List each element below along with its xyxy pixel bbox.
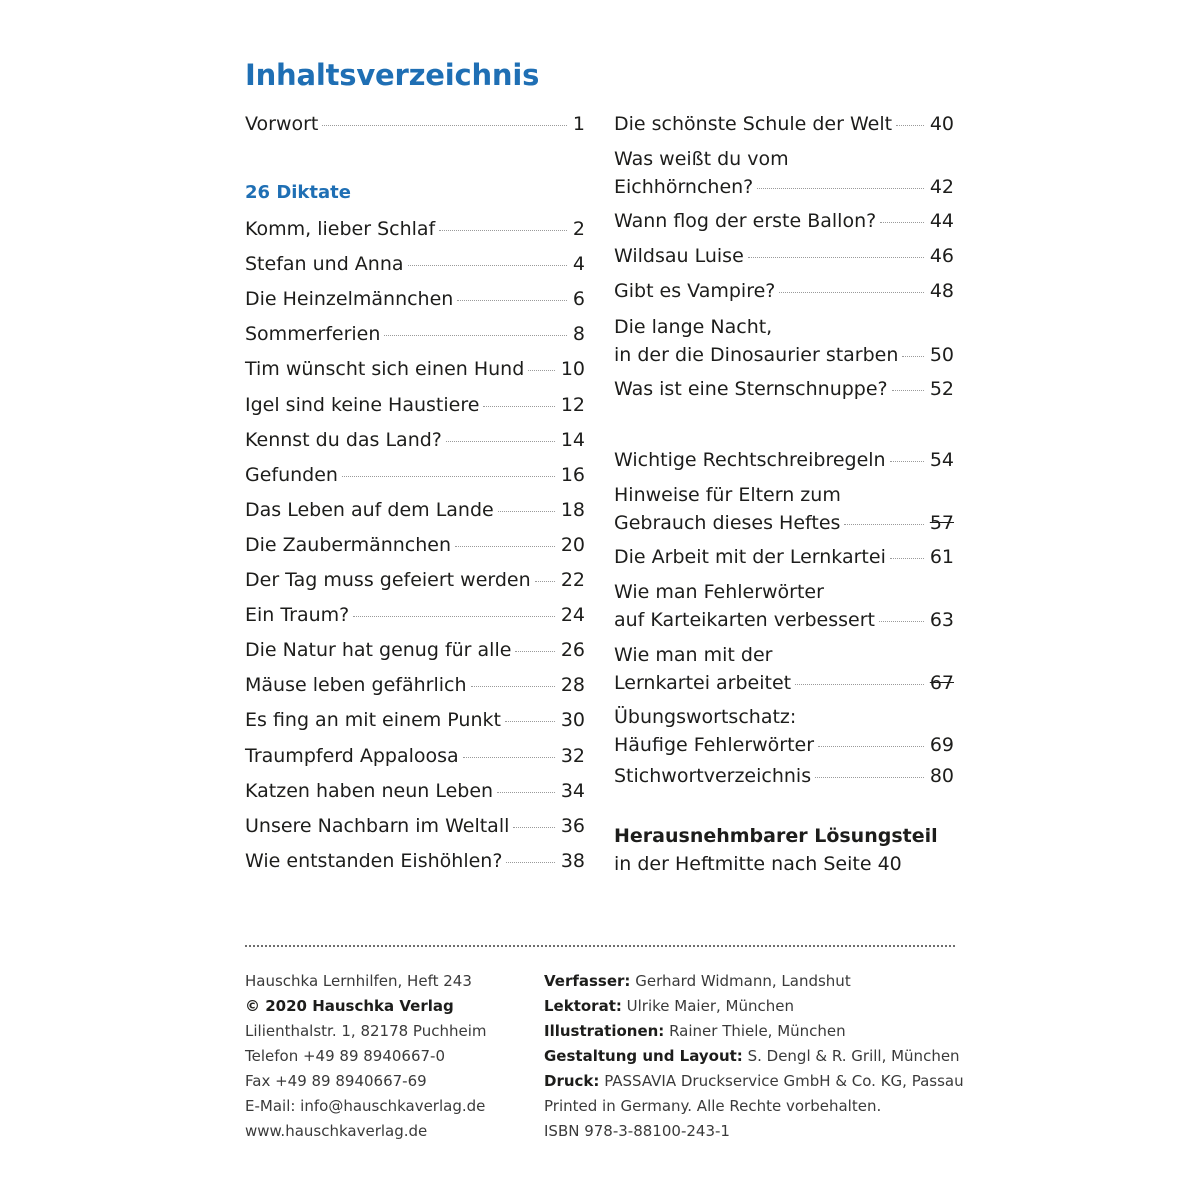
leader-dots (498, 511, 555, 512)
imprint-label: Druck: (544, 1072, 600, 1090)
toc-entry[interactable] (245, 671, 585, 699)
toc-entry-page: 6 (572, 288, 585, 311)
toc-entry-label-line1: Wie man mit der (614, 644, 773, 666)
toc-entry-page: 54 (929, 449, 954, 471)
leader-dots (471, 686, 555, 687)
toc-entry-page: 34 (560, 779, 585, 802)
toc-entry-page: 38 (560, 849, 585, 872)
imprint-line (544, 1044, 964, 1069)
toc-entry-label: Gefunden (245, 463, 338, 486)
toc-entry-page: 42 (929, 176, 954, 198)
toc-entry-label: Die Zaubermännchen (245, 533, 452, 556)
leader-dots (353, 616, 555, 617)
toc-entry-label: Wildsau Luise (614, 245, 744, 267)
toc-entry[interactable] (245, 812, 585, 840)
imprint-label: Verfasser: (544, 972, 631, 990)
toc-entry-page: 30 (560, 709, 585, 732)
toc-entry-label: Wie entstanden Eishöhlen? (245, 849, 503, 872)
leader-dots (515, 651, 554, 652)
leader-dots (890, 558, 924, 559)
imprint-value: Printed in Germany. Alle Rechte vorbehalten. (544, 1097, 882, 1115)
toc-entry[interactable] (245, 636, 585, 664)
toc-entry-page: 36 (560, 814, 585, 837)
imprint-line: Fax +49 89 8940667-69 (245, 1072, 427, 1090)
toc-entry[interactable] (245, 847, 585, 875)
imprint-value: ISBN 978-3-88100-243-1 (544, 1122, 730, 1140)
divider (245, 945, 955, 947)
toc-entry-label: in der die Dinosaurier starben (614, 344, 899, 366)
leader-dots (483, 406, 554, 407)
toc-entry-label: Häufige Fehlerwörter (614, 734, 815, 756)
toc-entry[interactable] (614, 242, 954, 270)
toc-entry-page: 10 (560, 358, 585, 381)
imprint-line (544, 1069, 964, 1094)
imprint-value: PASSAVIA Druckservice GmbH & Co. KG, Passau (604, 1072, 964, 1090)
toc-entry-label: Kennst du das Land? (245, 428, 442, 451)
toc-entry[interactable] (245, 320, 585, 348)
leader-dots (408, 265, 567, 266)
toc-entry-label: Stichwortverzeichnis (614, 765, 812, 787)
imprint-value: Ulrike Maier, München (626, 997, 794, 1015)
toc-entry-page: 80 (929, 765, 954, 787)
toc-entry-label-line1: Was weißt du vom (614, 148, 789, 170)
toc-entry-page: 8 (572, 323, 585, 346)
toc-entry-label: Wann flog der erste Ballon? (614, 210, 877, 232)
toc-entry[interactable] (614, 762, 954, 790)
leader-dots (892, 390, 924, 391)
imprint-label: Illustrationen: (544, 1022, 665, 1040)
toc-entry[interactable] (245, 461, 585, 489)
imprint-line (544, 969, 964, 994)
leader-dots (457, 300, 567, 301)
imprint-value: Gerhard Widmann, Landshut (635, 972, 851, 990)
toc-entry-label: Mäuse leben gefährlich (245, 674, 467, 697)
toc-entry[interactable] (614, 375, 954, 403)
leader-dots (384, 335, 567, 336)
toc-entry-page: 61 (929, 546, 954, 568)
toc-entry-label: Unsere Nachbarn im Weltall (245, 814, 510, 837)
leader-dots (844, 524, 923, 525)
leader-dots (757, 188, 924, 189)
toc-entry[interactable] (614, 703, 954, 759)
leader-dots (322, 125, 567, 126)
toc-entry[interactable] (245, 777, 585, 805)
toc-entry[interactable] (614, 446, 954, 474)
toc-entry-page: 67 (929, 672, 954, 694)
imprint-left (245, 969, 487, 1144)
imprint-right (544, 969, 964, 1144)
toc-entry-page: 57 (929, 512, 954, 534)
toc-entry[interactable] (245, 250, 585, 278)
toc-entry-page: 16 (560, 463, 585, 486)
imprint-line[interactable]: www.hauschkaverlag.de (245, 1122, 428, 1140)
toc-entry-page: 50 (929, 344, 954, 366)
toc-entry[interactable] (614, 313, 954, 369)
imprint-value: S. Dengl & R. Grill, München (747, 1047, 960, 1065)
toc-entry[interactable] (614, 110, 954, 138)
toc-entry[interactable] (614, 578, 954, 634)
toc-entry[interactable] (245, 391, 585, 419)
toc-entry-label: Gibt es Vampire? (614, 280, 776, 302)
toc-entry[interactable] (245, 496, 585, 524)
toc-entry-page: 46 (929, 245, 954, 267)
toc-entry-page: 40 (929, 113, 954, 135)
toc-entry[interactable] (245, 706, 585, 734)
toc-entry-label: Katzen haben neun Leben (245, 779, 494, 802)
toc-entry[interactable] (245, 601, 585, 629)
toc-entry-label: Lernkartei arbeitet (614, 672, 792, 694)
toc-entry-label-line1: Übungswortschatz: (614, 706, 797, 728)
toc-entry[interactable] (614, 277, 954, 305)
toc-entry[interactable] (245, 285, 585, 313)
toc-entry-label: Tim wünscht sich einen Hund (245, 358, 525, 381)
leader-dots (446, 441, 555, 442)
toc-entry-label: Komm, lieber Schlaf (245, 218, 436, 240)
toc-entry-label: Der Tag muss gefeiert werden (245, 569, 531, 591)
leader-dots (497, 792, 555, 793)
leader-dots (528, 370, 555, 371)
toc-entry-label: Wichtige Rechtschreibregeln (614, 449, 886, 471)
toc-entry[interactable] (245, 215, 585, 243)
toc-entry-page: 48 (929, 280, 954, 302)
leader-dots (890, 461, 924, 462)
leader-dots (748, 257, 924, 258)
toc-entry-label: Traumpferd Appaloosa (245, 744, 459, 767)
toc-entry[interactable] (245, 531, 585, 559)
leader-dots (506, 862, 554, 863)
toc-entry-page: 14 (560, 428, 585, 451)
imprint-label: Lektorat: (544, 997, 622, 1015)
imprint-line (544, 994, 964, 1019)
imprint-label: Gestaltung und Layout: (544, 1047, 743, 1065)
leader-dots (455, 546, 555, 547)
toc-entry[interactable] (245, 355, 585, 383)
solution-note-text: in der Heftmitte nach Seite 40 (614, 853, 902, 875)
toc-entry-label: Vorwort (245, 113, 319, 135)
toc-entry[interactable] (614, 145, 954, 201)
leader-dots (795, 684, 924, 685)
leader-dots (505, 721, 555, 722)
imprint-line[interactable]: E-Mail: info@hauschkaverlag.de (245, 1097, 486, 1115)
imprint-value: Rainer Thiele, München (669, 1022, 846, 1040)
toc-entry-label: Das Leben auf dem Lande (245, 498, 494, 521)
leader-dots (879, 621, 924, 622)
toc-entry-label: Stefan und Anna (245, 253, 404, 276)
toc-entry[interactable] (245, 426, 585, 454)
imprint-line: © 2020 Hauschka Verlag (245, 997, 454, 1015)
imprint-line: Lilienthalstr. 1, 82178 Puchheim (245, 1022, 487, 1040)
toc-entry-label: Die Heinzelmännchen (245, 288, 454, 311)
solution-note (614, 822, 938, 878)
toc-entry-page: 44 (929, 210, 954, 232)
toc-entry-page: 22 (560, 569, 585, 591)
leader-dots (902, 356, 923, 357)
leader-dots (779, 292, 923, 293)
toc-entry-page: 32 (560, 744, 585, 767)
leader-dots (880, 222, 924, 223)
toc-entry-page: 4 (572, 253, 585, 276)
section-heading: 26 Diktate (245, 182, 351, 203)
imprint-line: Hauschka Lernhilfen, Heft 243 (245, 972, 472, 990)
toc-entry[interactable] (614, 207, 954, 235)
leader-dots (342, 476, 555, 477)
toc-entry-page: 69 (929, 734, 954, 756)
imprint-line (544, 1019, 964, 1044)
toc-entry-page: 2 (572, 218, 585, 240)
toc-entry-page: 12 (560, 393, 585, 416)
toc-entry[interactable] (614, 543, 954, 571)
leader-dots (896, 125, 924, 126)
leader-dots (513, 827, 554, 828)
toc-entry-label: Die Natur hat genug für alle (245, 639, 512, 662)
toc-entry-label: Was ist eine Sternschnuppe? (614, 378, 888, 400)
toc-entry-label-line1: Wie man Fehlerwörter (614, 581, 824, 603)
toc-entry-page: 1 (572, 113, 585, 135)
toc-entry-label: Die Arbeit mit der Lernkartei (614, 546, 886, 568)
imprint-line (544, 1119, 964, 1144)
toc-entry-label: Igel sind keine Haustiere (245, 393, 480, 416)
leader-dots (815, 777, 924, 778)
solution-note-title: Herausnehmbarer Lösungsteil (614, 825, 938, 847)
toc-entry-label: Die schönste Schule der Welt (614, 113, 893, 135)
toc-entry-label: Ein Traum? (245, 604, 350, 627)
toc-entry-page: 24 (560, 604, 585, 627)
toc-entry-vorwort[interactable] (245, 110, 585, 138)
toc-entry-label: Es fing an mit einem Punkt (245, 709, 501, 732)
toc-entry[interactable] (245, 566, 585, 594)
page-title: Inhaltsverzeichnis (245, 58, 540, 92)
toc-entry-page: 52 (929, 378, 954, 400)
toc-entry-page: 63 (929, 609, 954, 631)
toc-entry-label-line1: Hinweise für Eltern zum (614, 484, 841, 506)
imprint-line (544, 1094, 964, 1119)
toc-entry-label: auf Karteikarten verbessert (614, 609, 875, 631)
toc-entry-page: 20 (560, 533, 585, 556)
leader-dots (818, 746, 924, 747)
toc-entry[interactable] (614, 641, 954, 697)
toc-entry-label: Eichhörnchen? (614, 176, 754, 198)
toc-entry[interactable] (245, 742, 585, 770)
toc-entry-page: 26 (560, 639, 585, 662)
leader-dots (463, 757, 555, 758)
toc-entry-page: 28 (560, 674, 585, 697)
toc-entry-label: Sommerferien (245, 323, 381, 346)
toc-entry[interactable] (614, 481, 954, 537)
toc-entry-label-line1: Die lange Nacht, (614, 316, 773, 338)
toc-entry-label: Gebrauch dieses Heftes (614, 512, 841, 534)
leader-dots (439, 230, 567, 231)
imprint-line: Telefon +49 89 8940667-0 (245, 1047, 446, 1065)
leader-dots (535, 581, 555, 582)
toc-entry-page: 18 (560, 498, 585, 521)
